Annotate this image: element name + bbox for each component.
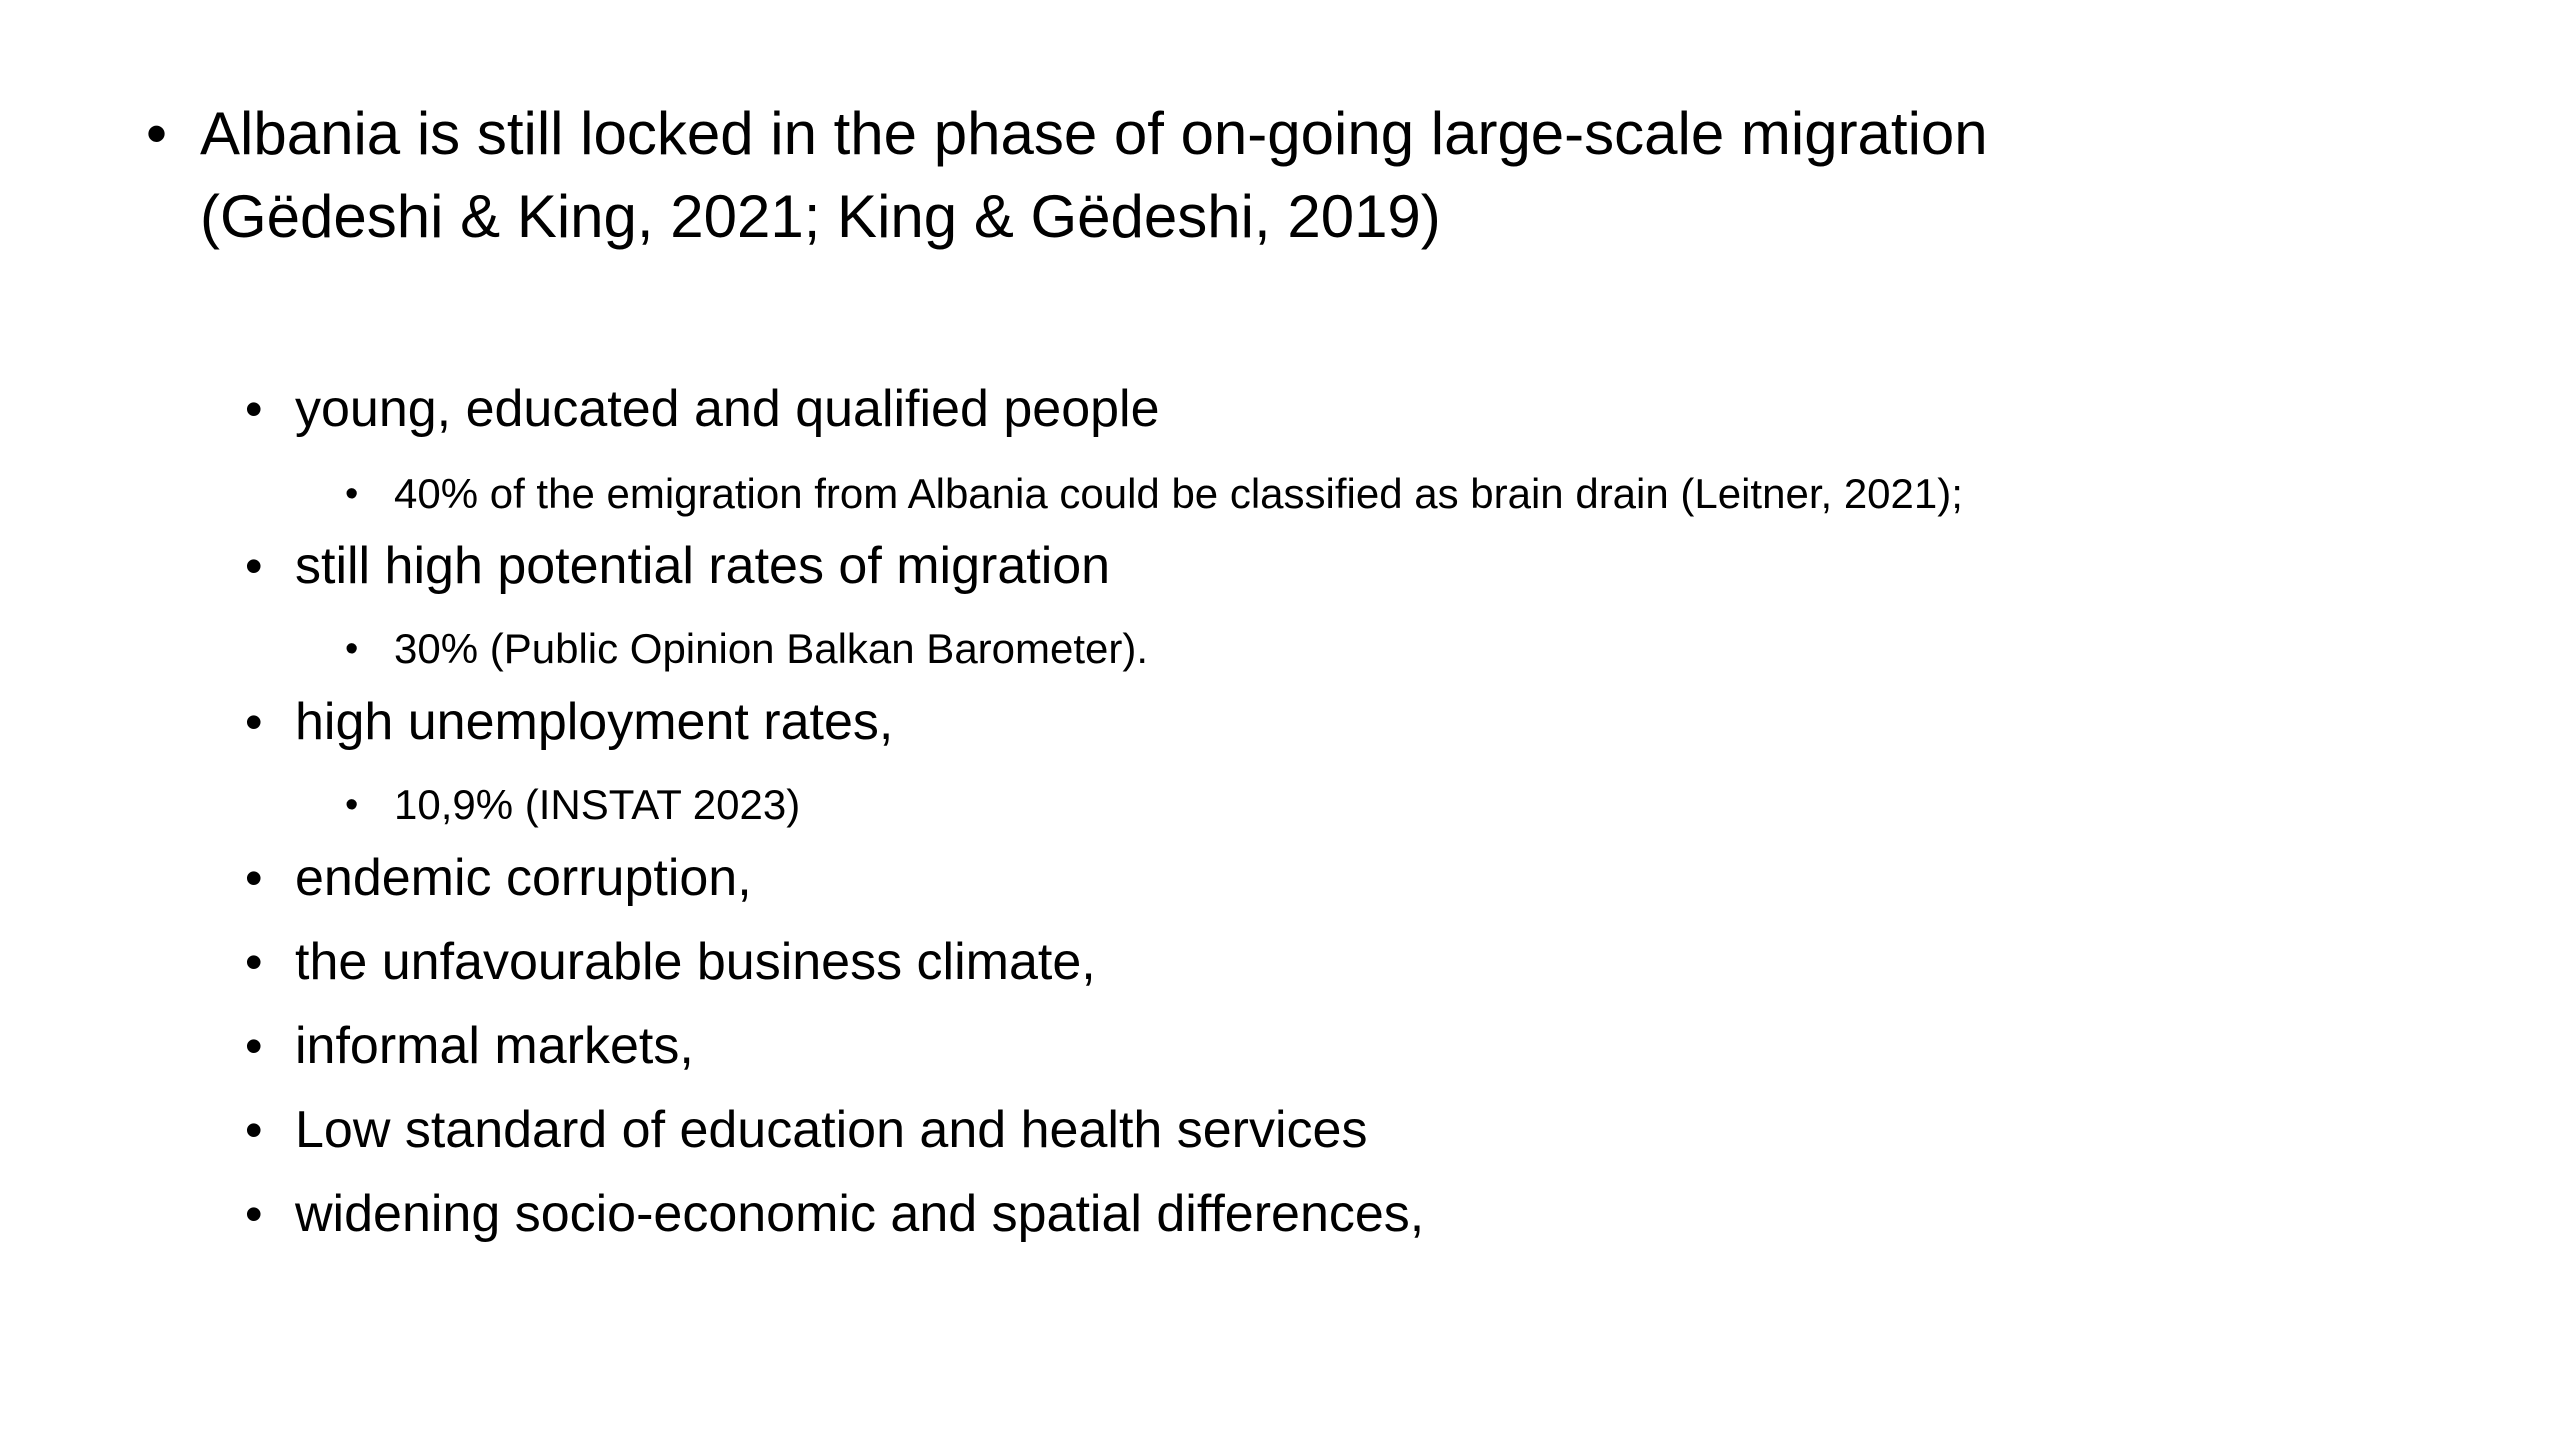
list-item-text: widening socio-economic and spatial differences,: [295, 1185, 1425, 1243]
bullet-icon: •: [345, 473, 359, 515]
list-item-text: young, educated and qualified people: [295, 380, 1160, 438]
bullet-icon: •: [245, 1018, 263, 1074]
sub-item-brain-drain: [345, 467, 2495, 521]
list-item-text: informal markets,: [295, 1017, 694, 1075]
sub-item-text: 30% (Public Opinion Balkan Barometer).: [394, 625, 1149, 672]
bullet-icon: •: [245, 1186, 263, 1242]
list-item-corruption: [245, 846, 2395, 910]
list-item-business-climate: [245, 930, 2395, 994]
list-item-text: endemic corruption,: [295, 849, 752, 907]
list-item-young-educated: [245, 377, 2395, 441]
list-item-text: high unemployment rates,: [295, 693, 894, 751]
sub-item-text: 40% of the emigration from Albania could be classified as brain drain (Leitner, 2021);: [394, 470, 1963, 517]
main-bullet-point: [146, 92, 2296, 258]
main-bullet-line-1: Albania is still locked in the phase of on-going large-scale migration: [200, 100, 1988, 167]
bullet-icon: •: [245, 1102, 263, 1158]
list-item-text: Low standard of education and health services: [295, 1101, 1368, 1159]
sub-item-balkan-barometer: [345, 622, 2495, 676]
list-item-unemployment: [245, 690, 2395, 754]
main-bullet-line-2: (Gëdeshi & King, 2021; King & Gëdeshi, 2019): [200, 183, 1441, 250]
list-item-potential-migration: [245, 534, 2395, 598]
list-item-text: still high potential rates of migration: [295, 537, 1111, 595]
bullet-icon: •: [345, 628, 359, 670]
bullet-icon: •: [245, 381, 263, 437]
bullet-icon: •: [245, 850, 263, 906]
sub-item-text: 10,9% (INSTAT 2023): [394, 781, 801, 828]
list-item-text: the unfavourable business climate,: [295, 933, 1096, 991]
bullet-icon: •: [345, 784, 359, 826]
bullet-icon: •: [245, 934, 263, 990]
bullet-icon: •: [245, 694, 263, 750]
main-bullet-text: [200, 92, 2296, 258]
list-item-informal-markets: [245, 1014, 2395, 1078]
list-item-socio-economic: [245, 1182, 2395, 1246]
list-item-education-health: [245, 1098, 2395, 1162]
bullet-icon: •: [245, 538, 263, 594]
bullet-icon: •: [146, 100, 168, 167]
sub-item-instat: [345, 778, 2495, 832]
